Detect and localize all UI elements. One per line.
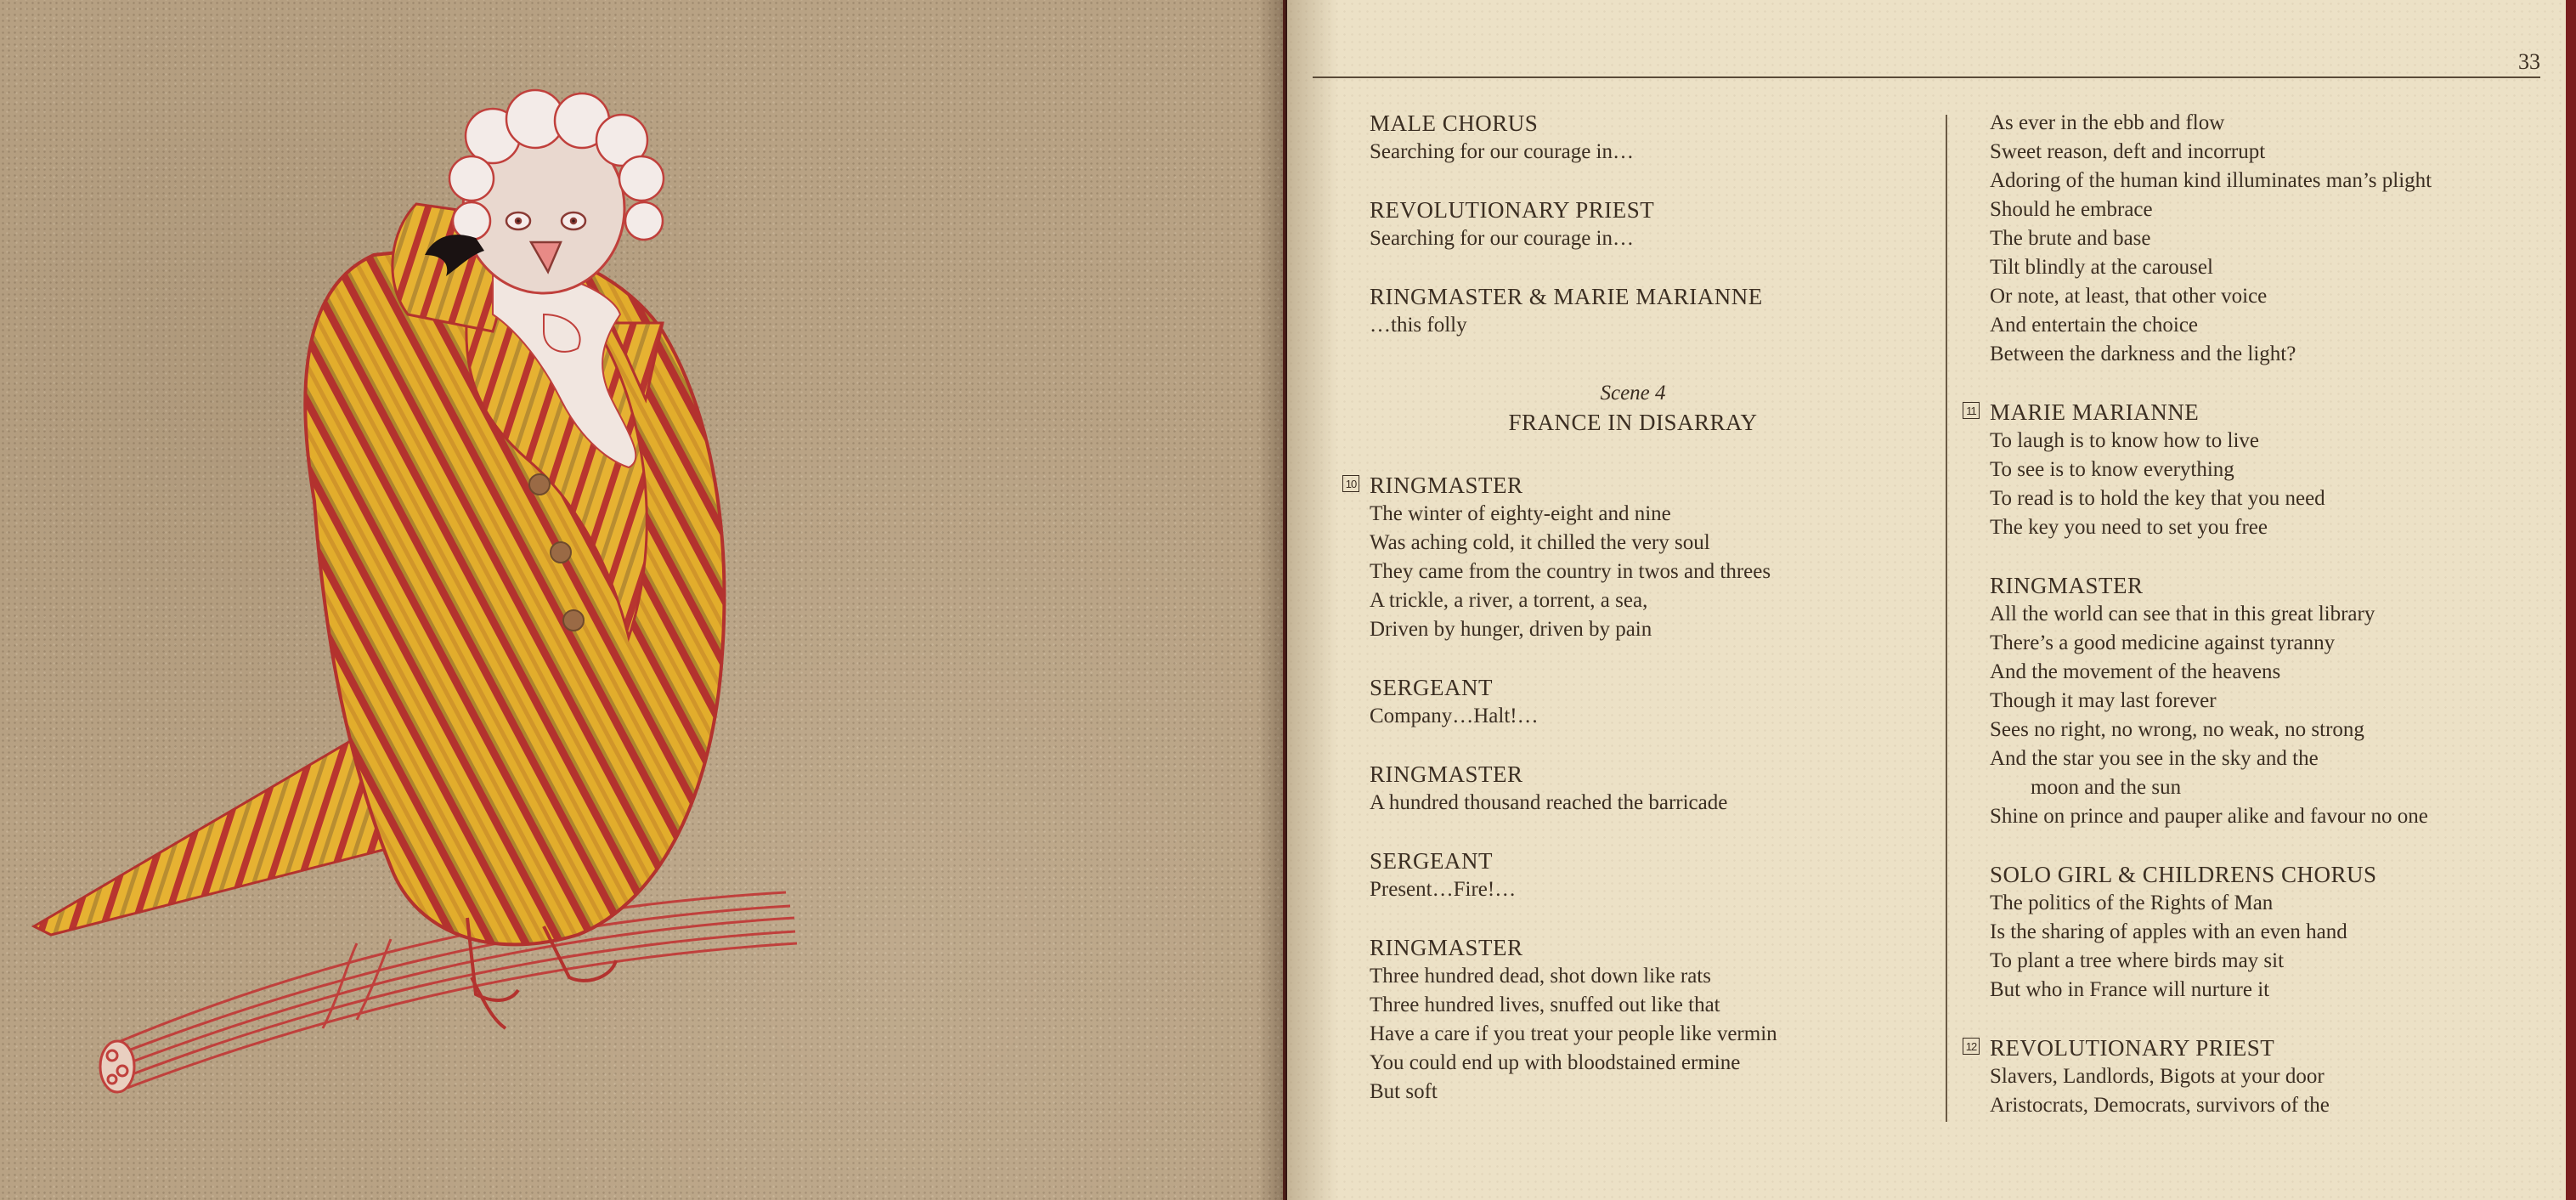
lyric-line: The key you need to set you free <box>1990 516 2268 539</box>
lyric-line: A hundred thousand reached the barricade <box>1370 791 1728 814</box>
lyric-line: Between the darkness and the light? <box>1990 342 2296 365</box>
lyric-block <box>1345 471 1922 644</box>
lyric-line: Present…Fire!… <box>1370 878 1517 901</box>
lyric-line: To read is to hold the key that you need <box>1990 487 2325 510</box>
track-marker: 11 <box>1963 402 1980 419</box>
lyric-block <box>1990 571 2534 831</box>
speaker-name: MALE CHORUS <box>1370 110 1539 136</box>
lyrics-column-right <box>1965 109 2534 1149</box>
speaker-name: RINGMASTER <box>1370 935 1523 960</box>
lyric-line: Three hundred lives, snuffed out like that <box>1370 993 1720 1016</box>
lyric-line: Aristocrats, Democrats, survivors of the <box>1990 1094 2330 1117</box>
lyric-line: Driven by hunger, driven by pain <box>1370 618 1652 641</box>
speaker-name: REVOLUTIONARY PRIEST <box>1370 197 1655 223</box>
lyric-block <box>1370 673 1922 731</box>
lyric-line: To see is to know everything <box>1990 458 2234 481</box>
lyric-block <box>1370 846 1922 904</box>
speaker-name: SERGEANT <box>1370 675 1493 700</box>
lyric-line: Was aching cold, it chilled the very soul <box>1370 531 1710 554</box>
lyric-line: As ever in the ebb and flow <box>1990 111 2225 134</box>
lyric-line: Company…Halt!… <box>1370 705 1539 727</box>
lyric-line: A trickle, a river, a torrent, a sea, <box>1370 589 1648 612</box>
lyric-line: Though it may last forever <box>1990 689 2217 712</box>
track-marker: 12 <box>1963 1038 1980 1055</box>
scene-title: FRANCE IN DISARRAY <box>1508 410 1758 435</box>
lyric-block <box>1370 760 1922 818</box>
lyric-line: You could end up with bloodstained ermine <box>1370 1051 1741 1074</box>
lyric-block <box>1965 1033 2534 1120</box>
lyric-line: Three hundred dead, shot down like rats <box>1370 965 1711 988</box>
track-marker: 10 <box>1342 475 1359 492</box>
lyric-line: They came from the country in twos and threes <box>1370 560 1771 583</box>
lyric-line: Sees no right, no wrong, no weak, no strong <box>1990 718 2364 741</box>
lyric-line: The winter of eighty-eight and nine <box>1370 502 1671 525</box>
lyric-line: But soft <box>1370 1080 1438 1103</box>
lyric-line: And the star you see in the sky and the <box>1990 747 2319 770</box>
lyric-line: To laugh is to know how to live <box>1990 429 2259 452</box>
column-divider <box>1946 115 1947 1122</box>
lyric-block <box>1370 109 1922 167</box>
lyric-block <box>1990 109 2534 369</box>
lyric-block <box>1370 933 1922 1107</box>
lyric-line: Slavers, Landlords, Bigots at your door <box>1990 1065 2325 1088</box>
speaker-name: SERGEANT <box>1370 848 1493 874</box>
lyric-line: …this folly <box>1370 314 1467 337</box>
page-number: 33 <box>2518 49 2540 74</box>
lyric-line: Shine on prince and pauper alike and favour no one <box>1990 805 2428 828</box>
lyric-line: Have a care if you treat your people like vermin <box>1370 1022 1777 1045</box>
header-rule <box>1313 76 2540 78</box>
lyric-line: All the world can see that in this great library <box>1990 603 2375 625</box>
lyric-line: The brute and base <box>1990 227 2151 250</box>
lyric-line: Sweet reason, deft and incorrupt <box>1990 140 2266 163</box>
lyric-line: Adoring of the human kind illuminates man’s plight <box>1990 169 2432 192</box>
bird-illustration <box>17 59 799 1130</box>
lyric-block <box>1966 398 2534 542</box>
speaker-name: MARIE MARIANNE <box>1990 399 2200 425</box>
lyric-block <box>1370 282 1922 340</box>
lyric-block <box>1370 195 1922 253</box>
lyric-line: There’s a good medicine against tyranny <box>1990 631 2336 654</box>
speaker-name: SOLO GIRL & CHILDRENS CHORUS <box>1990 862 2377 887</box>
lyrics-column-left <box>1345 109 1922 1135</box>
lyric-line: And entertain the choice <box>1990 314 2199 337</box>
speaker-name: RINGMASTER <box>1990 573 2144 598</box>
speaker-name: RINGMASTER <box>1370 473 1523 498</box>
lyric-line: Or note, at least, that other voice <box>1990 285 2268 308</box>
speaker-name: RINGMASTER <box>1370 761 1523 787</box>
speaker-name: REVOLUTIONARY PRIEST <box>1990 1035 2275 1061</box>
lyric-line: Is the sharing of apples with an even hand <box>1990 920 2347 943</box>
speaker-name: RINGMASTER & MARIE MARIANNE <box>1370 284 1763 309</box>
lyric-block <box>1990 860 2534 1005</box>
lyric-line: The politics of the Rights of Man <box>1990 892 2274 914</box>
scene-label: Scene 4 <box>1600 382 1666 405</box>
lyric-line: Tilt blindly at the carousel <box>1990 256 2213 279</box>
lyric-line: Searching for our courage in… <box>1370 227 1634 250</box>
lyric-line: Searching for our courage in… <box>1370 140 1634 163</box>
lyric-line: Should he embrace <box>1990 198 2153 221</box>
lyric-line: moon and the sun <box>2031 776 2182 799</box>
page-edge <box>2566 0 2576 1200</box>
left-page <box>0 0 1283 1200</box>
scene-heading <box>1370 379 1896 437</box>
lyric-line: To plant a tree where birds may sit <box>1990 949 2285 972</box>
lyric-line: But who in France will nurture it <box>1990 978 2270 1001</box>
lyric-line: And the movement of the heavens <box>1990 660 2281 683</box>
